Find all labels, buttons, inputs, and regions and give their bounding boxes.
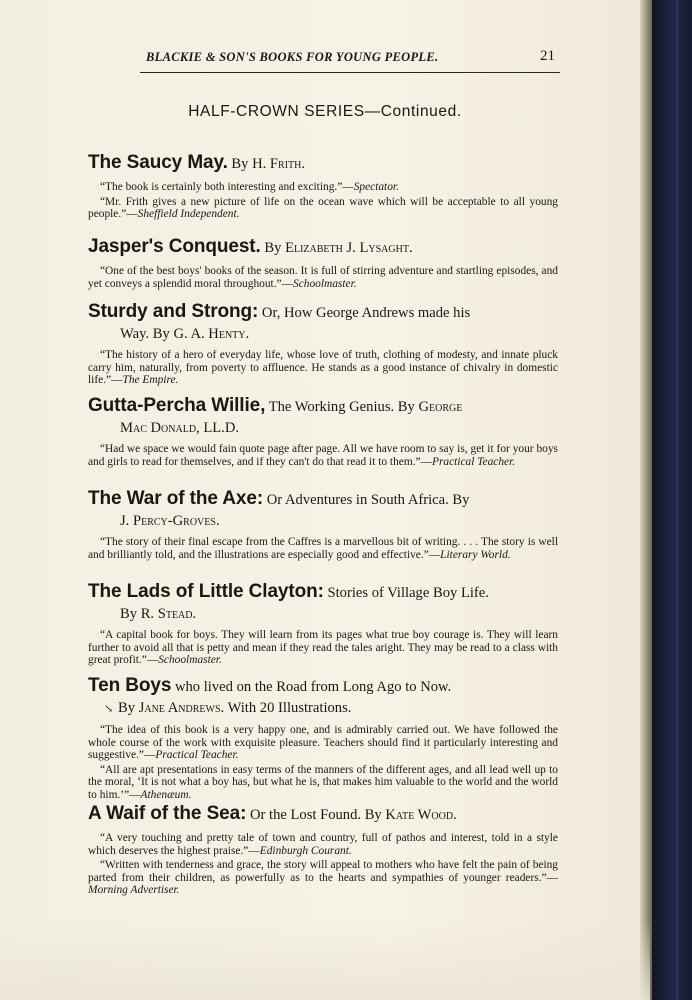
review-quote: “All are apt presentations in easy terms of the manners of the different ages, and all lead well up to the moral, ‘It is not what a boy has, but what he is, that makes him valuable to the world and the world to him.’”—Athenæum. (88, 763, 558, 801)
book-heading (88, 301, 558, 345)
book-title: The Lads of Little Clayton: (88, 581, 324, 602)
review-source: Schoolmaster. (293, 277, 357, 290)
review-source: Practical Teacher. (155, 749, 239, 762)
book-title: A Waif of the Sea: (88, 803, 247, 824)
book-extra: With 20 Illustrations. (227, 700, 352, 716)
book-heading (88, 236, 558, 259)
review-quote: “The story of their final escape from the Caffres is a marvellous bit of writing. . . . The story is well and brilliantly told, and the illustrations are especially good and effective.”—Literary World. (88, 536, 558, 561)
review-source: Practical Teacher. (431, 455, 516, 468)
book-entry (88, 675, 558, 802)
review-quote: “A capital book for boys. They will learn from its pages what true boy courage is. They will learn further to avoid all that is petty and mean if they read the tales aright. They may be read to a class with great profit.”—Schoolmaster. (88, 629, 558, 667)
review-quote: “Had we space we would fain quote page after page. All we have room to say is, get it for your boys and girls to read for themselves, and if they can't do that read it to them.”—Practical Teacher. (88, 443, 558, 468)
book-author: J. Percy-Groves. (120, 513, 220, 529)
book-entry (88, 395, 558, 468)
book-entry (88, 488, 558, 561)
book-heading (88, 395, 558, 439)
by-label: By (364, 807, 382, 823)
book-author: R. Stead. (140, 606, 197, 622)
book-entry (88, 236, 558, 290)
by-label: By (231, 156, 249, 172)
review-quote: “The idea of this book is a very happy one, and is admirably carried out. We have followed the whole course of the work with exquisite pleasure. Teachers should find it particularly interesting and suggestive.”—Practical Teacher. (88, 724, 558, 762)
by-label: By (120, 606, 138, 622)
book-byline (88, 698, 558, 720)
review-quote: “The history of a hero of everyday life, whose love of truth, clothing of modesty, and innate pluck carry him, naturally, from poverty to affluence. He stands as a good instance of chivalry in domestic life.”—The Empire. (88, 349, 558, 387)
review-quote: “One of the best boys' books of the season. It is full of stirring adventure and startling episodes, and yet conveys a splendid moral throughout.”—Schoolmaster. (88, 265, 558, 290)
review-source: Spectator. (353, 181, 399, 193)
book-heading (88, 675, 558, 720)
review-source: Literary World. (440, 548, 511, 561)
book-subtitle: Stories of Village Boy Life. (327, 585, 489, 601)
review-quote: “Mr. Frith gives a new picture of life on the ocean wave which will be acceptable to all young people.”—Sheffield Independent. (88, 195, 558, 221)
book-heading (88, 803, 558, 826)
book-entry (88, 301, 558, 387)
book-subtitle: Or the Lost Found. (249, 807, 362, 823)
book-author: Kate Wood. (385, 807, 457, 823)
book-subtitle: Or Adventures in South Africa. (266, 492, 449, 508)
book-author: George (418, 399, 463, 415)
book-title: The Saucy May. (88, 152, 228, 173)
review-source: Schoolmaster. (158, 654, 222, 667)
by-label: By (264, 240, 282, 256)
by-label: By (118, 700, 136, 716)
book-title: Gutta-Percha Willie, (88, 395, 266, 416)
review-source: Morning Advertiser. (88, 884, 180, 897)
book-subtitle: who lived on the Road from Long Ago to Now. (174, 679, 452, 695)
review-source: Edinburgh Courant. (259, 844, 352, 857)
book-title: The War of the Axe: (88, 488, 264, 509)
review-source: The Empire. (122, 374, 179, 387)
review-quote: “A very touching and pretty tale of town and country, full of pathos and interest, told in a style which deserves the highest praise.”—Edinburgh Courant. (88, 832, 558, 857)
book-entry (88, 803, 558, 897)
book-heading (88, 581, 558, 625)
book-heading (88, 488, 558, 532)
book-title: Sturdy and Strong: (88, 301, 259, 322)
book-byline (88, 604, 558, 625)
book-entry (88, 581, 558, 667)
header-rule (140, 72, 560, 73)
book-subtitle: The Working Genius. (268, 399, 395, 415)
running-head: BLACKIE & SON'S BOOKS FOR YOUNG PEOPLE. (146, 50, 439, 64)
book-author: H. Frith. (252, 156, 306, 172)
book-author: Jane Andrews. (138, 700, 225, 716)
page-gutter-shadow (640, 0, 652, 1000)
pointer-arrow-icon: ↘ (104, 703, 114, 715)
review-quote: “The book is certainly both interesting and exciting.”—Spectator. (100, 181, 399, 193)
page-bottom-fade (0, 920, 650, 1000)
binding-edge (676, 0, 678, 1000)
series-title: HALF-CROWN SERIES—Continued. (188, 103, 462, 120)
book-heading (88, 152, 558, 175)
by-label: By (397, 399, 415, 415)
book-author-continued: Mac Donald, LL.D. (120, 420, 240, 436)
review-quote: “Written with tenderness and grace, the story will appeal to mothers who have felt the pain of being parted from their children, as powerfully as to the hearts and sympathies of younger readers.”—Morning Advertiser. (88, 859, 558, 897)
by-label: By (452, 492, 470, 508)
book-author: G. A. Henty. (173, 326, 250, 342)
book-author: Elizabeth J. Lysaght. (285, 240, 413, 256)
book-title: Ten Boys (88, 675, 172, 696)
book-subtitle: Or, How George Andrews made his (261, 305, 471, 321)
review-source: Sheffield Independent. (137, 208, 240, 221)
book-binding (652, 0, 692, 1000)
by-label: By (152, 326, 170, 342)
book-title: Jasper's Conquest. (88, 236, 261, 257)
page-number: 21 (540, 48, 555, 64)
book-subtitle-continued: Way. By G. A. Henty. (120, 326, 250, 342)
book-entry (88, 152, 558, 221)
review-source: Athenæum. (140, 788, 192, 801)
